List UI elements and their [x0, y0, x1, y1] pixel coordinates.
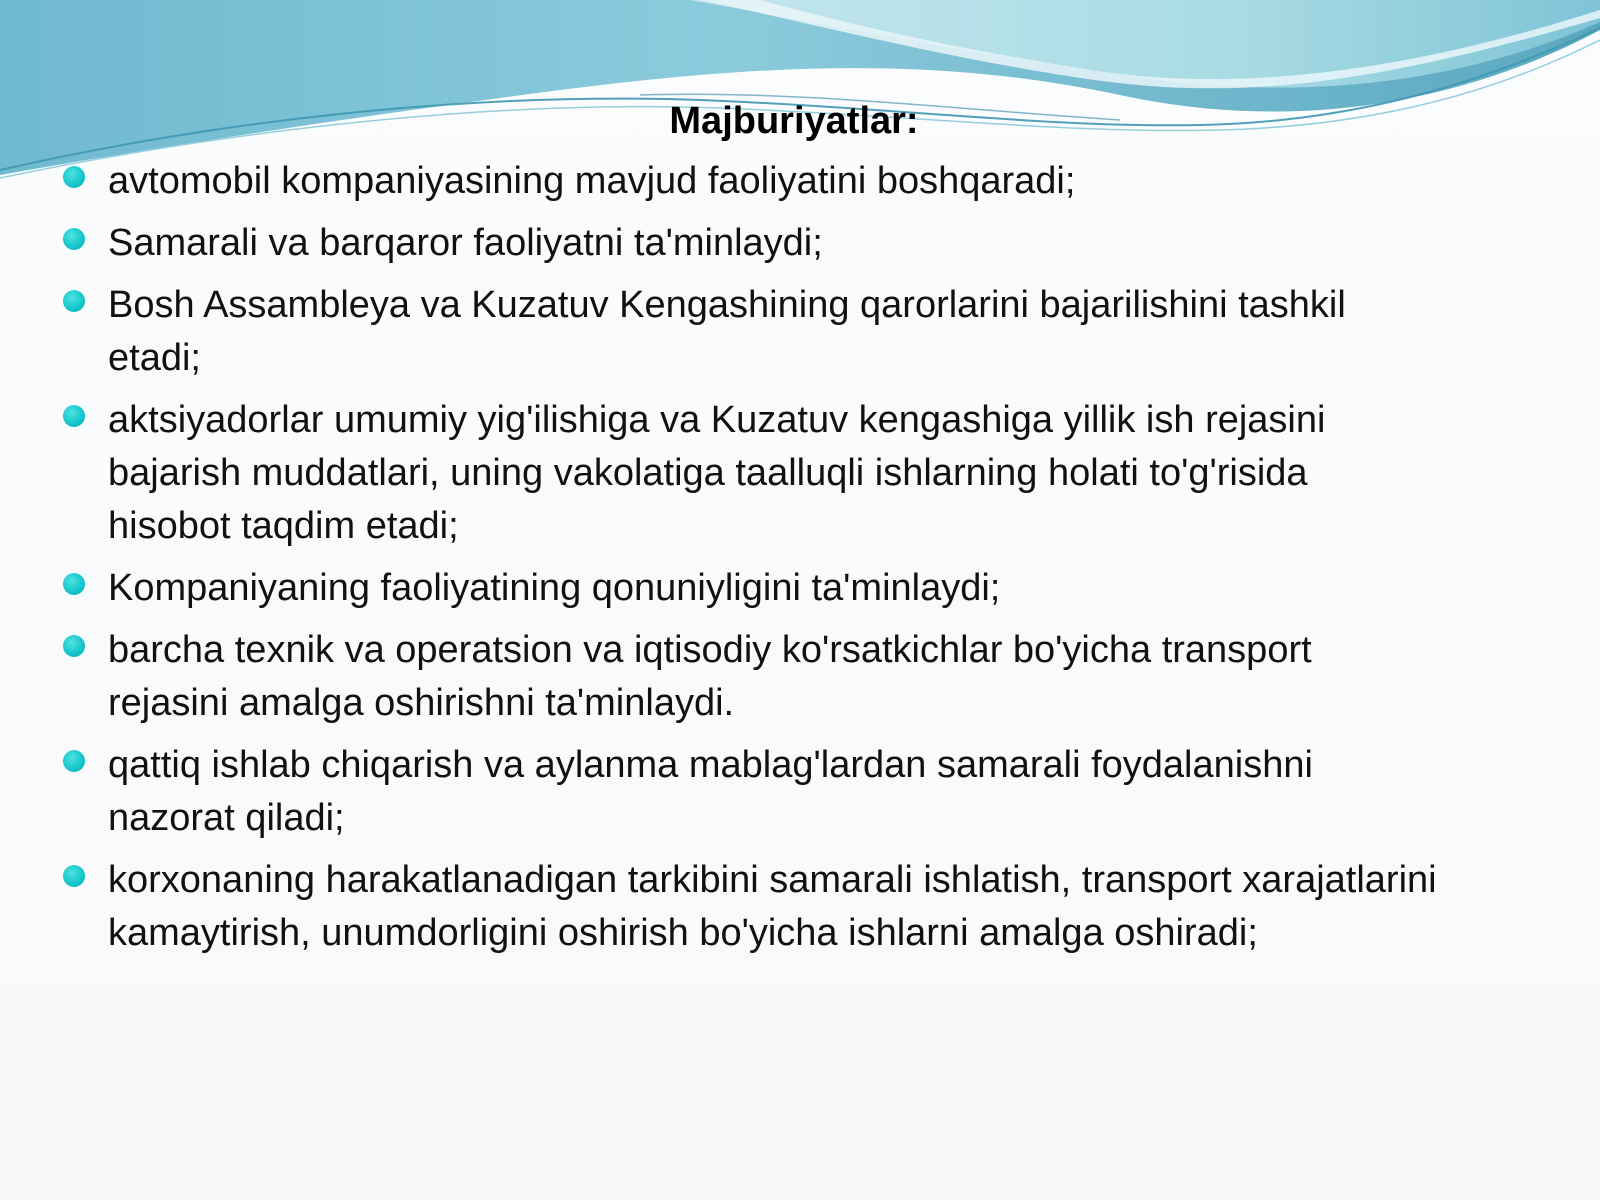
list-item [60, 739, 1440, 845]
list-item-text: Kompaniyaning faoliyatining qonuniyligini ta'minlaydi; [108, 567, 1001, 609]
list-item-text: Bosh Assambleya va Kuzatuv Kengashining qarorlarini bajarilishini tashkil etadi; [108, 284, 1346, 379]
bullet-circle-icon [63, 405, 85, 427]
list-item [60, 155, 1440, 208]
list-item-text: Samarali va barqaror faoliyatni ta'minlaydi; [108, 222, 823, 264]
bullet-circle-icon [63, 573, 85, 595]
list-item [60, 562, 1440, 615]
list-item [60, 217, 1440, 270]
list-item [60, 394, 1440, 553]
list-item-text: korxonaning harakatlanadigan tarkibini samarali ishlatish, transport xarajatlarini kamaytirish, unumdorligini oshirish bo'yicha ishlarni amalga oshiradi; [108, 859, 1437, 954]
bullet-circle-icon [63, 865, 85, 887]
list-item-text: avtomobil kompaniyasining mavjud faoliyatini boshqaradi; [108, 160, 1076, 202]
list-item-text: barcha texnik va operatsion va iqtisodiy ko'rsatkichlar bo'yicha transport rejasini amalga oshirishni ta'minlaydi. [108, 629, 1312, 724]
bullet-circle-icon [63, 166, 85, 188]
bullet-circle-icon [63, 635, 85, 657]
obligations-list [60, 155, 1440, 969]
bullet-circle-icon [63, 290, 85, 312]
list-item [60, 854, 1440, 960]
slide-title: Majburiyatlar: [669, 100, 919, 142]
bullet-circle-icon [63, 228, 85, 250]
list-item-text: aktsiyadorlar umumiy yig'ilishiga va Kuzatuv kengashiga yillik ish rejasini bajarish muddatlari, uning vakolatiga taalluqli ishlarning holati to'g'risida hisobot taqdim etadi; [108, 399, 1326, 547]
list-item [60, 279, 1440, 385]
list-item-text: qattiq ishlab chiqarish va aylanma mablag'lardan samarali foydalanishni nazorat qiladi; [108, 744, 1313, 839]
bullet-circle-icon [63, 750, 85, 772]
list-item [60, 624, 1440, 730]
